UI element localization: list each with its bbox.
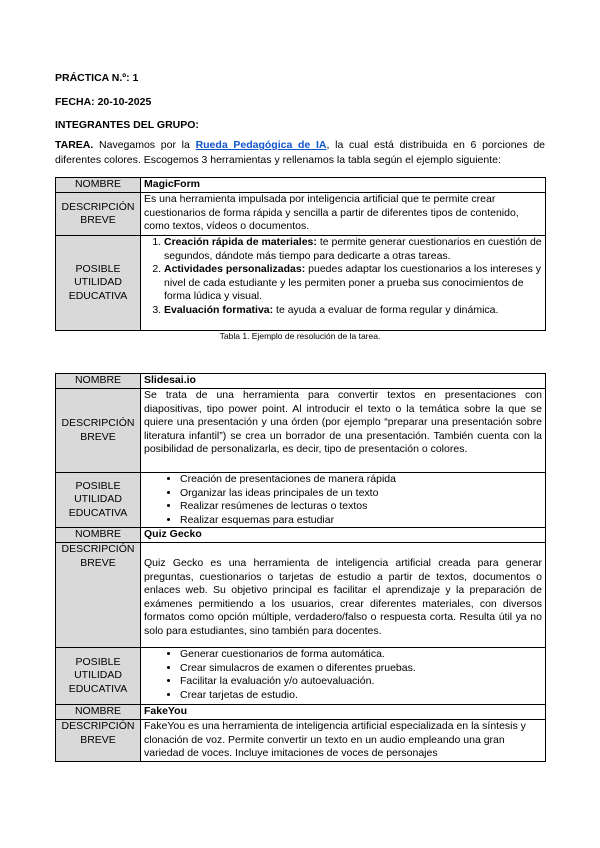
task-label: TAREA.	[55, 139, 94, 151]
list-item: • Realizar esquemas para estudiar	[180, 514, 542, 528]
answers-table	[55, 373, 546, 762]
label-descripcion: DESCRIPCIÓN BREVE	[56, 193, 141, 236]
label-nombre: NOMBRE	[56, 705, 141, 720]
table-row	[56, 473, 546, 528]
table-row	[56, 528, 546, 543]
list-item: • Organizar las ideas principales de un texto	[180, 487, 542, 501]
table-row	[56, 193, 546, 236]
task-paragraph	[55, 138, 545, 168]
integrantes-heading: INTEGRANTES DEL GRUPO:	[55, 119, 199, 131]
uses-list	[144, 473, 542, 527]
label-utilidad: POSIBLE UTILIDAD EDUCATIVA	[56, 236, 141, 331]
table-row	[56, 374, 546, 389]
label-nombre: NOMBRE	[56, 374, 141, 389]
tool-name: FakeYou	[141, 705, 546, 720]
label-utilidad: POSIBLE UTILIDAD EDUCATIVA	[56, 648, 141, 705]
tool-description: Se trata de una herramienta para convertir textos en presentaciones con diapositivas, tipo power point. Al introducir el texto o la temática sobre la que se quiere una presentación y una órden (por ejemplo “preparar una presentación sobre literatura infantil”) se crea un borrador de una presentación. También cuenta con la posibilidad de personalizarla, es decir, tipo de presentación o colores.	[141, 389, 546, 473]
fecha: FECHA: 20-10-2025	[55, 96, 152, 108]
list-item: • Crear tarjetas de estudio.	[180, 689, 542, 703]
tool-uses	[141, 648, 546, 705]
task-text-before: Navegamos por la	[93, 139, 196, 151]
list-item: • Generar cuestionarios de forma automática.	[180, 648, 542, 662]
list-item: 2. Actividades personalizadas: puedes adaptar los cuestionarios a los intereses y nivel de cada estudiante y les permiten poner a prueba sus conocimientos de forma lúdica y visual.	[164, 263, 542, 304]
tool-name: Slidesai.io	[141, 374, 546, 389]
table-row	[56, 648, 546, 705]
list-item: • Realizar resúmenes de lecturas o textos	[180, 500, 542, 514]
rueda-pedagogica-link[interactable]: Rueda Pedagógica de IA	[195, 139, 327, 151]
table-caption: Tabla 1. Ejemplo de resolución de la tarea.	[219, 331, 381, 341]
tool-name: Quiz Gecko	[141, 528, 546, 543]
tool-uses	[141, 473, 546, 528]
table-row	[56, 236, 546, 331]
task-text-after: , la cual está distribuida en 6 porciones de diferentes colores. Escogemos 3 herramientas y rellenamos la tabla según el ejemplo siguiente:	[55, 139, 546, 166]
label-utilidad: POSIBLE UTILIDAD EDUCATIVA	[56, 473, 141, 528]
uses-list	[144, 648, 542, 702]
tool-description: Quiz Gecko es una herramienta de inteligencia artificial creada para generar preguntas, cuestionarios o tarjetas de estudio a partir de textos, documentos o enlaces web. Su objetivo principal es facilitar el aprendizaje y la preparación de exámenes permitiendo a los usuarios, crear diferentes materiales, con diversos formatos como opción múltiple, verdadero/falso o respuesta corta. Resulta útil ya no solo para estudiantes, sino también para docentes.	[141, 543, 546, 648]
table-row	[56, 178, 546, 193]
label-descripcion: DESCRIPCIÓN BREVE	[56, 543, 141, 648]
tool-name: MagicForm	[141, 178, 546, 193]
list-item: 3. Evaluación formativa: te ayuda a evaluar de forma regular y dinámica.	[164, 304, 542, 318]
label-descripcion: DESCRIPCIÓN BREVE	[56, 389, 141, 473]
list-item: 1. Creación rápida de materiales: te permite generar cuestionarios en cuestión de segundos, dándote más tiempo para dedicarte a otras tareas.	[164, 236, 542, 263]
tool-description: FakeYou es una herramienta de inteligencia artificial especializada en la síntesis y clonación de voz. Permite convertir un texto en un audio empleando una gran variedad de voces. Incluye imitaciones de voces de personajes	[141, 720, 546, 762]
table-row	[56, 705, 546, 720]
table-row	[56, 543, 546, 648]
practica-number: PRÁCTICA N.º: 1	[55, 72, 139, 84]
uses-list	[144, 236, 542, 317]
table-row	[56, 389, 546, 473]
label-nombre: NOMBRE	[56, 178, 141, 193]
tool-uses	[141, 236, 546, 331]
tool-description: Es una herramienta impulsada por inteligencia artificial que te permite crear cuestionarios de forma rápida y sencilla a partir de diferentes tipos de contenido, como textos, vídeos o documentos.	[141, 193, 546, 236]
label-nombre: NOMBRE	[56, 528, 141, 543]
list-item: • Facilitar la evaluación y/o autoevaluación.	[180, 675, 542, 689]
example-table	[55, 177, 546, 331]
label-descripcion: DESCRIPCIÓN BREVE	[56, 720, 141, 762]
table-row	[56, 720, 546, 762]
list-item: • Creación de presentaciones de manera rápida	[180, 473, 542, 487]
list-item: • Crear simulacros de examen o diferentes pruebas.	[180, 662, 542, 676]
